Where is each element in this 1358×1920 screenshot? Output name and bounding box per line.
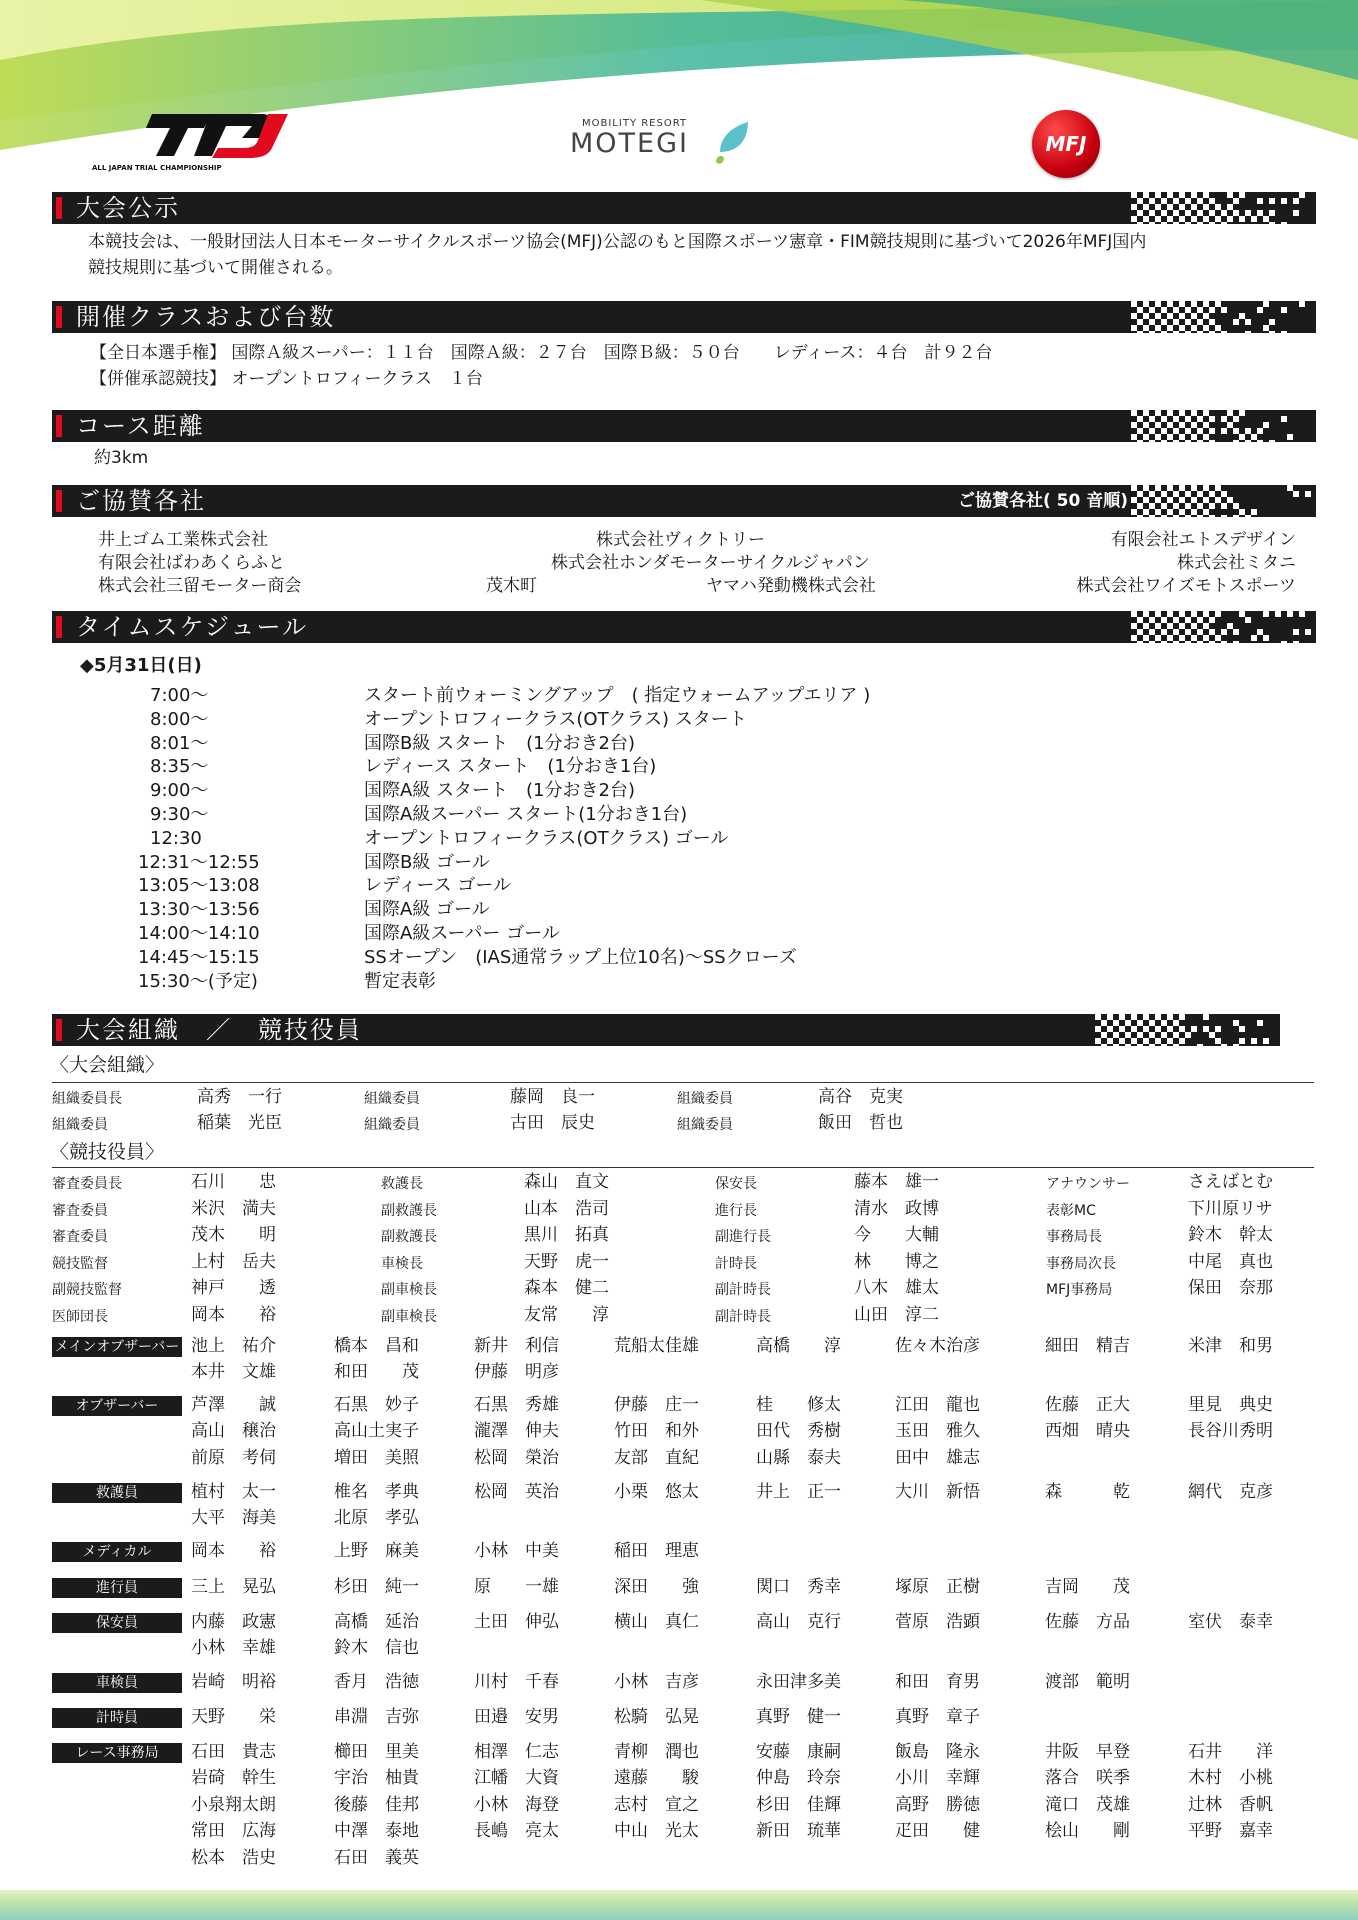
official-name: 岡本 裕	[191, 1305, 276, 1325]
staff-name: 細田 精吉	[1045, 1336, 1130, 1356]
officials-header: 〈競技役員〉	[50, 1141, 165, 1163]
section-bar-schedule	[52, 611, 1316, 643]
staff-name: 串淵 吉弥	[334, 1707, 419, 1727]
official-role: 計時長	[715, 1255, 757, 1272]
org-role: 組織委員	[364, 1091, 420, 1107]
official-role: 副救護長	[381, 1229, 437, 1246]
org-header: 〈大会組織〉	[50, 1054, 165, 1076]
section-title-sponsors: ご協賛各社	[76, 487, 206, 515]
staff-name: 深田 強	[614, 1577, 699, 1597]
checker-flag-pattern	[1131, 192, 1316, 224]
trj-logo-text: ALL JAPAN TRIAL CHAMPIONSHIP	[92, 164, 222, 172]
schedule-time: 13:05～13:08	[138, 875, 260, 897]
sponsor-item: 有限会社エトスデザイン	[1110, 530, 1296, 550]
staff-name: 天野 栄	[191, 1707, 276, 1727]
schedule-event: SSオープン (IAS通常ラップ上位10名)～SSクローズ	[364, 946, 797, 968]
staff-name: 松岡 榮治	[474, 1447, 559, 1468]
staff-name: 田中 雄志	[895, 1447, 980, 1468]
staff-name: 北原 孝弘	[334, 1508, 419, 1529]
announce-text-line2: 競技規則に基づいて開催される。	[88, 258, 343, 278]
staff-name: 相澤 仁志	[474, 1742, 559, 1762]
staff-name: 仲島 玲奈	[756, 1768, 841, 1789]
staff-name: 友部 直紀	[614, 1447, 699, 1468]
staff-group-label: メインオブザーバー	[52, 1337, 182, 1357]
official-name: 茂木 明	[191, 1225, 276, 1246]
staff-name: 辻林 香帆	[1188, 1794, 1273, 1815]
staff-name: 石田 貴志	[191, 1742, 276, 1762]
staff-name: 小林 海登	[474, 1794, 559, 1815]
official-name: 上村 岳夫	[191, 1251, 276, 1272]
schedule-date: ◆5月31日(日)	[80, 655, 202, 676]
schedule-time: 9:00～	[150, 780, 209, 802]
staff-name: 後藤 佳邦	[334, 1794, 419, 1815]
staff-name: 中澤 泰地	[334, 1821, 419, 1842]
staff-name: 大平 海美	[191, 1508, 276, 1529]
announce-text-line1: 本競技会は、一般財団法人日本モーターサイクルスポーツ協会(MFJ)公認のもと国際スポーツ憲章・FIM競技規則に基づいて2026年MFJ国内	[88, 232, 1147, 252]
staff-name: 高橋 淳	[756, 1336, 841, 1356]
official-role: 審査委員	[52, 1202, 108, 1219]
staff-name: 前原 考伺	[191, 1447, 276, 1468]
official-role: 副車検長	[381, 1282, 437, 1299]
staff-name: 安藤 康嗣	[756, 1742, 841, 1762]
schedule-event: 国際B級 スタート (1分おき2台)	[364, 732, 636, 754]
staff-name: 小栗 悠太	[614, 1482, 699, 1502]
staff-group-label: メディカル	[52, 1542, 182, 1562]
staff-name: 橋本 昌和	[334, 1336, 419, 1356]
section-bar-org	[52, 1014, 1280, 1046]
staff-name: 長谷川秀明	[1188, 1421, 1273, 1442]
schedule-time: 8:00～	[150, 708, 209, 730]
official-role: 副計時長	[715, 1282, 771, 1299]
staff-name: 石井 洋	[1188, 1742, 1273, 1762]
official-role: 車検長	[381, 1255, 423, 1272]
staff-group-label: 救護員	[52, 1483, 182, 1503]
schedule-time: 13:30～13:56	[138, 899, 260, 921]
sponsor-item: 井上ゴム工業株式会社	[98, 530, 268, 550]
staff-name: 常田 広海	[191, 1821, 276, 1842]
official-name: 八木 雄太	[854, 1278, 939, 1299]
leaf-icon	[712, 118, 752, 168]
staff-name: 真野 章子	[895, 1707, 980, 1727]
staff-name: 森 乾	[1045, 1482, 1130, 1502]
official-role: 医師団長	[52, 1309, 108, 1325]
staff-name: 松本 浩史	[191, 1847, 276, 1868]
official-role: アナウンサー	[1046, 1176, 1130, 1192]
org-role: 組織委員長	[52, 1091, 122, 1107]
official-name: 森山 直文	[524, 1172, 609, 1192]
staff-name: 香月 浩徳	[334, 1672, 419, 1692]
org-role: 組織委員	[364, 1117, 420, 1133]
schedule-time: 7:00～	[150, 685, 209, 706]
official-name: 藤本 雄一	[854, 1172, 939, 1192]
staff-name: 椎名 孝典	[334, 1482, 419, 1502]
official-name: 友常 淳	[524, 1305, 609, 1325]
schedule-event: オープントロフィークラス(OTクラス) スタート	[364, 708, 747, 730]
footer-stripe	[0, 1890, 1358, 1920]
staff-name: 木村 小桃	[1188, 1768, 1273, 1789]
sponsors-order-note: ご協賛各社( 50 音順)	[957, 491, 1128, 511]
sponsor-item: 茂木町	[486, 576, 537, 596]
mfj-logo-text: MFJ	[1045, 132, 1087, 156]
sponsor-item: 有限会社ばわあくらふと	[98, 553, 285, 573]
staff-name: 内藤 政憲	[191, 1612, 276, 1632]
staff-name: 松岡 英治	[474, 1482, 559, 1502]
staff-name: 田代 秀樹	[756, 1421, 841, 1442]
staff-name: 井阪 早登	[1045, 1742, 1130, 1762]
official-name: 神戸 透	[191, 1278, 276, 1299]
staff-name: 岡本 裕	[191, 1541, 276, 1561]
staff-name: 米津 和男	[1188, 1336, 1273, 1356]
staff-name: 長嶋 亮太	[474, 1821, 559, 1842]
org-name: 古田 辰史	[510, 1113, 595, 1133]
staff-name: 新田 琉華	[756, 1821, 841, 1842]
staff-name: 上野 麻美	[334, 1541, 419, 1561]
official-name: 今 大輔	[854, 1225, 939, 1246]
schedule-event: オープントロフィークラス(OTクラス) ゴール	[364, 827, 729, 849]
red-marker	[56, 616, 62, 638]
official-role: MFJ事務局	[1046, 1282, 1113, 1299]
staff-name: 石黒 秀雄	[474, 1395, 559, 1415]
staff-group-label: レース事務局	[52, 1743, 182, 1763]
section-title-announce: 大会公示	[76, 194, 180, 222]
staff-name: 宇治 柚貴	[334, 1768, 419, 1789]
org-role: 組織委員	[677, 1091, 733, 1107]
staff-name: 中山 光太	[614, 1821, 699, 1842]
checker-flag-pattern	[1131, 485, 1316, 517]
staff-name: 平野 嘉幸	[1188, 1821, 1273, 1842]
staff-name: 吉岡 茂	[1045, 1577, 1130, 1597]
staff-name: 佐々木治彦	[895, 1336, 980, 1356]
red-marker	[56, 415, 62, 437]
staff-name: 伊藤 庄一	[614, 1395, 699, 1415]
official-role: 副救護長	[381, 1202, 437, 1219]
sponsor-item: 株式会社三留モーター商会	[98, 576, 302, 596]
section-title-schedule: タイムスケジュール	[76, 613, 309, 641]
staff-name: 土田 伸弘	[474, 1612, 559, 1632]
official-role: 事務局次長	[1046, 1255, 1116, 1272]
schedule-event: スタート前ウォーミングアップ ( 指定ウォームアップエリア )	[364, 685, 871, 706]
red-marker	[56, 1019, 62, 1041]
official-role: 救護長	[381, 1176, 423, 1192]
classes-line2: 【併催承認競技】 オープントロフィークラス １台	[90, 369, 484, 389]
official-role: 審査委員	[52, 1229, 108, 1246]
staff-group-label: 車検員	[52, 1673, 182, 1693]
staff-name: 江幡 大資	[474, 1768, 559, 1789]
divider	[52, 1082, 1314, 1083]
sponsor-item: 株式会社ワイズモトスポーツ	[1076, 576, 1296, 596]
section-title-course: コース距離	[76, 412, 205, 440]
staff-name: 小川 幸輝	[895, 1768, 980, 1789]
staff-name: 室伏 泰幸	[1188, 1612, 1273, 1632]
official-name: 山田 淳二	[854, 1305, 939, 1325]
official-role: 事務局長	[1046, 1229, 1102, 1246]
classes-line1: 【全日本選手権】 国際Ａ級スーパー：１１台 国際Ａ級：２７台 国際Ｂ級：５０台 レディース：４台 計９２台	[90, 343, 993, 363]
org-name: 高谷 克実	[818, 1087, 903, 1107]
staff-name: 鈴木 信也	[334, 1638, 419, 1659]
official-name: 保田 奈那	[1188, 1278, 1273, 1299]
schedule-event: 暫定表彰	[364, 970, 436, 992]
mfj-logo	[1032, 110, 1100, 178]
sponsor-item: 株式会社ホンダモーターサイクルジャパン	[551, 553, 870, 573]
official-name: 天野 虎一	[524, 1251, 609, 1272]
official-name: 下川原リサ	[1188, 1198, 1273, 1219]
staff-name: 山縣 泰夫	[756, 1447, 841, 1468]
schedule-event: 国際A級スーパー スタート(1分おき1台)	[364, 804, 688, 825]
schedule-event: レディース ゴール	[364, 875, 512, 897]
sponsor-item: 株式会社ミタニ	[1177, 553, 1296, 573]
staff-name: 高山 克行	[756, 1612, 841, 1632]
section-title-org: 大会組織 ／ 競技役員	[76, 1016, 362, 1044]
staff-name: 青柳 潤也	[614, 1742, 699, 1762]
official-role: 保安長	[715, 1176, 757, 1192]
staff-name: 小泉翔太朗	[191, 1794, 276, 1815]
schedule-time: 9:30～	[150, 804, 209, 825]
official-name: 山本 浩司	[524, 1198, 609, 1219]
org-role: 組織委員	[52, 1117, 108, 1133]
staff-name: 志村 宣之	[614, 1794, 699, 1815]
staff-name: 桂 修太	[756, 1395, 841, 1415]
red-marker	[56, 197, 62, 219]
staff-name: 本井 文雄	[191, 1362, 276, 1383]
official-role: 副計時長	[715, 1309, 771, 1325]
staff-name: 井上 正一	[756, 1482, 841, 1502]
divider	[52, 1167, 1314, 1168]
staff-name: 滝口 茂雄	[1045, 1794, 1130, 1815]
official-role: 副車検長	[381, 1309, 437, 1325]
org-role: 組織委員	[677, 1117, 733, 1133]
org-name: 藤岡 良一	[510, 1087, 595, 1107]
schedule-time: 8:35～	[150, 756, 209, 778]
staff-name: 和田 茂	[334, 1362, 419, 1383]
staff-name: 真野 健一	[756, 1707, 841, 1727]
staff-name: 芦澤 誠	[191, 1395, 276, 1415]
staff-name: 池上 祐介	[191, 1336, 276, 1356]
staff-name: 竹田 和外	[614, 1421, 699, 1442]
staff-name: 里見 典史	[1188, 1395, 1273, 1415]
course-distance: 約3km	[94, 448, 149, 468]
section-bar-sponsors	[52, 485, 1316, 517]
official-name: 清水 政博	[854, 1198, 939, 1219]
official-role: 副競技監督	[52, 1282, 122, 1299]
staff-name: 佐藤 方品	[1045, 1612, 1130, 1632]
staff-name: 川村 千春	[474, 1672, 559, 1692]
staff-name: 大川 新悟	[895, 1482, 980, 1502]
staff-name: 杉田 佳輝	[756, 1794, 841, 1815]
staff-name: 新井 利信	[474, 1336, 559, 1356]
schedule-time: 12:30	[150, 827, 202, 849]
staff-group-label: 保安員	[52, 1613, 182, 1633]
staff-name: 小林 中美	[474, 1541, 559, 1561]
staff-name: 永田津多美	[756, 1672, 841, 1692]
staff-name: 小林 幸雄	[191, 1638, 276, 1659]
staff-name: 植村 太一	[191, 1482, 276, 1502]
staff-name: 石田 義英	[334, 1847, 419, 1868]
schedule-time: 8:01～	[150, 732, 209, 754]
official-name: 黒川 拓真	[524, 1225, 609, 1246]
staff-name: 岩崎 明裕	[191, 1672, 276, 1692]
checker-flag-pattern	[1095, 1014, 1280, 1046]
org-name: 稲葉 光臣	[197, 1113, 282, 1133]
schedule-event: 国際A級 スタート (1分おき2台)	[364, 780, 635, 802]
staff-name: 小林 吉彦	[614, 1672, 699, 1692]
staff-name: 遠藤 駿	[614, 1768, 699, 1789]
staff-name: 荒船太佳雄	[614, 1336, 699, 1356]
official-role: 表彰MC	[1046, 1202, 1096, 1219]
official-name: 林 博之	[854, 1251, 939, 1272]
org-name: 高秀 一行	[197, 1087, 282, 1107]
checker-flag-pattern	[1131, 410, 1316, 442]
staff-name: 塚原 正樹	[895, 1577, 980, 1597]
staff-name: 飯島 隆永	[895, 1742, 980, 1762]
motegi-logo	[570, 118, 760, 170]
schedule-time: 14:00～14:10	[138, 923, 260, 944]
staff-name: 原 一雄	[474, 1577, 559, 1597]
staff-name: 伊藤 明彦	[474, 1362, 559, 1383]
red-marker	[56, 306, 62, 328]
staff-name: 西畑 晴央	[1045, 1421, 1130, 1442]
official-role: 進行長	[715, 1202, 757, 1219]
staff-name: 三上 晃弘	[191, 1577, 276, 1597]
staff-name: 菅原 浩顕	[895, 1612, 980, 1632]
sponsor-item: ヤマハ発動機株式会社	[706, 576, 876, 596]
staff-group-label: オブザーバー	[52, 1396, 182, 1416]
schedule-event: レディース スタート (1分おき1台)	[364, 756, 657, 778]
staff-name: 岩碕 幹生	[191, 1768, 276, 1789]
schedule-time: 15:30～(予定)	[138, 970, 258, 992]
schedule-time: 12:31～12:55	[138, 851, 260, 873]
staff-group-label: 進行員	[52, 1578, 182, 1598]
staff-name: 疋田 健	[895, 1821, 980, 1842]
staff-name: 高山土実子	[334, 1421, 419, 1442]
staff-name: 和田 育男	[895, 1672, 980, 1692]
org-name: 飯田 哲也	[818, 1113, 903, 1133]
official-name: さえばとむ	[1188, 1172, 1273, 1192]
schedule-event: 国際A級 ゴール	[364, 899, 490, 921]
staff-name: 高山 穣治	[191, 1421, 276, 1442]
trj-logo	[92, 110, 292, 172]
staff-name: 江田 龍也	[895, 1395, 980, 1415]
schedule-time: 14:45～15:15	[138, 946, 260, 968]
staff-name: 櫛田 里美	[334, 1742, 419, 1762]
staff-name: 松騎 弘晃	[614, 1707, 699, 1727]
staff-name: 杉田 純一	[334, 1577, 419, 1597]
staff-name: 網代 克彦	[1188, 1482, 1273, 1502]
staff-name: 田邉 安男	[474, 1707, 559, 1727]
staff-name: 桧山 剛	[1045, 1821, 1130, 1842]
section-bar-classes	[52, 301, 1316, 333]
schedule-event: 国際A級スーパー ゴール	[364, 923, 560, 944]
checker-flag-pattern	[1131, 611, 1316, 643]
staff-name: 落合 咲季	[1045, 1768, 1130, 1789]
checker-flag-pattern	[1131, 301, 1316, 333]
official-role: 審査委員長	[52, 1176, 122, 1192]
official-role: 競技監督	[52, 1255, 108, 1272]
section-title-classes: 開催クラスおよび台数	[76, 303, 336, 331]
staff-name: 瀧澤 伸夫	[474, 1421, 559, 1442]
staff-name: 石黒 妙子	[334, 1395, 419, 1415]
staff-name: 高橋 延治	[334, 1612, 419, 1632]
staff-name: 高野 勝徳	[895, 1794, 980, 1815]
sponsor-item: 株式会社ヴィクトリー	[596, 530, 765, 550]
staff-name: 横山 真仁	[614, 1612, 699, 1632]
section-bar-course	[52, 410, 1316, 442]
red-marker	[56, 490, 62, 512]
staff-name: 玉田 雅久	[895, 1421, 980, 1442]
staff-name: 渡部 範明	[1045, 1672, 1130, 1692]
official-role: 副進行長	[715, 1229, 771, 1246]
motegi-logo-top: MOBILITY RESORT	[582, 118, 688, 129]
staff-name: 増田 美照	[334, 1447, 419, 1468]
staff-name: 稲田 理恵	[614, 1541, 699, 1561]
official-name: 森本 健二	[524, 1278, 609, 1299]
staff-group-label: 計時員	[52, 1708, 182, 1728]
trj-logo-mark	[92, 110, 292, 160]
staff-name: 関口 秀幸	[756, 1577, 841, 1597]
official-name: 鈴木 幹太	[1188, 1225, 1273, 1246]
official-name: 中尾 真也	[1188, 1251, 1273, 1272]
official-name: 米沢 満夫	[191, 1198, 276, 1219]
schedule-event: 国際B級 ゴール	[364, 851, 490, 873]
official-name: 石川 忠	[191, 1172, 276, 1192]
motegi-logo-main: MOTEGI	[570, 128, 689, 159]
section-bar-announce	[52, 192, 1316, 224]
staff-name: 佐藤 正大	[1045, 1395, 1130, 1415]
